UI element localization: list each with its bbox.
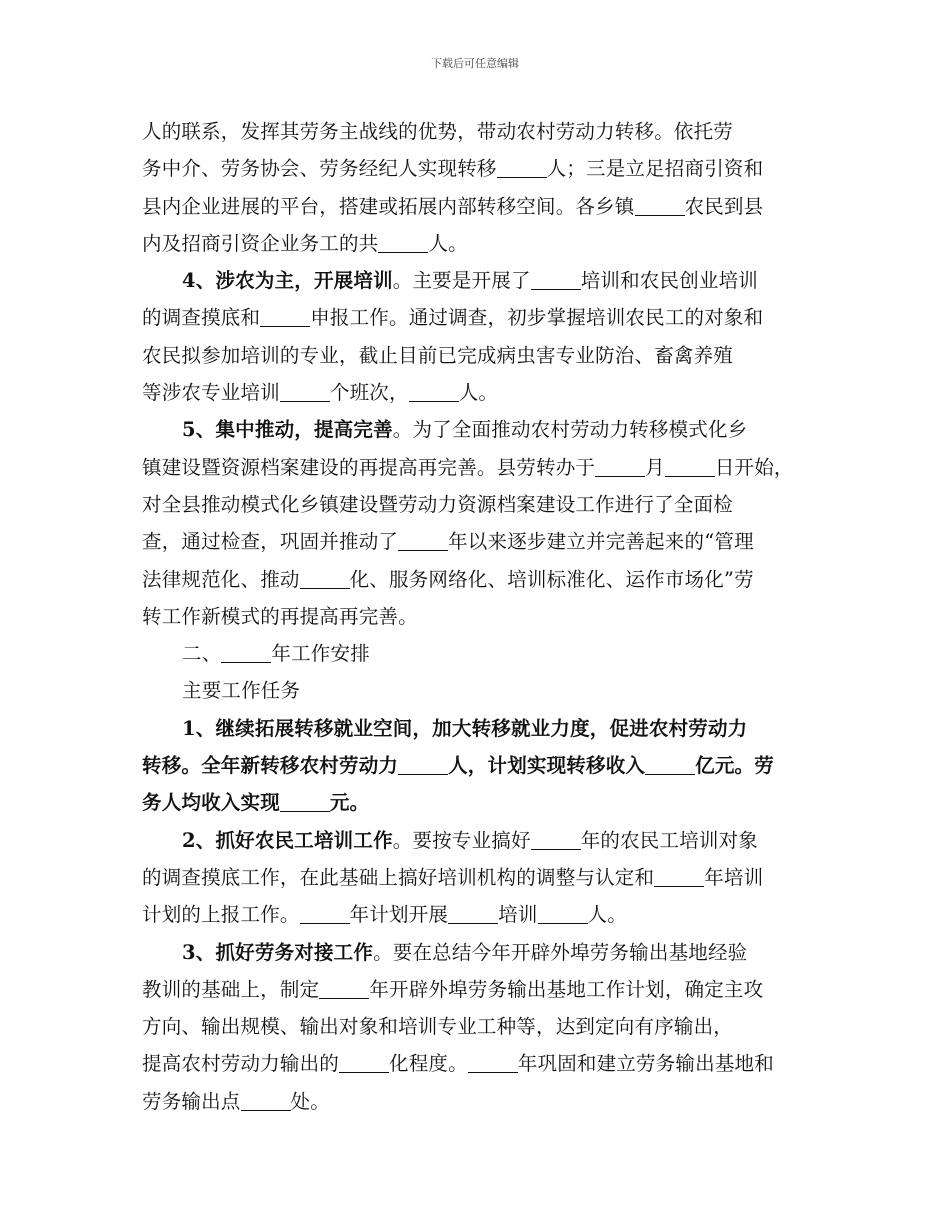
task-2-heading-line: 2、抓好农民工培训工作。要按专业搞好 年的农民工培训对象: [182, 828, 758, 852]
text-line: 务中介、劳务协会、劳务经纪人实现转移 人；三是立足招商引资和: [142, 157, 764, 181]
fill-blank: [497, 155, 547, 178]
fill-blank: [398, 752, 448, 775]
text-line: 教训的基础上，制定 年开辟外埠劳务输出基地工作计划，确定主攻: [142, 977, 764, 1001]
text-line: 农民拟参加培训的专业，截止目前已完成病虫害专业防治、畜禽养殖: [142, 343, 734, 367]
section-2-heading: 二、 年工作安排: [182, 642, 370, 666]
fill-blank: [538, 901, 588, 924]
tasks-heading: 主要工作任务: [182, 679, 301, 703]
text-line: 对全县推动模式化乡镇建设暨劳动力资源档案建设工作进行了全面检: [142, 492, 734, 516]
text-line: 计划的上报工作。 年计划开展 培训 人。: [142, 903, 627, 927]
text-line: 镇建设暨资源档案建设的再提高再完善。县劳转办于 月 日开始，: [142, 455, 794, 479]
task-1-line: 务人均收入实现 元。: [142, 791, 370, 815]
item-4-heading-line: 4、涉农为主，开展培训。主要是开展了 培训和农民创业培训: [182, 269, 758, 293]
fill-blank: [280, 379, 330, 402]
fill-blank: [409, 379, 459, 402]
fill-blank: [531, 267, 581, 290]
text-line: 方向、输出规模、输出对象和培训专业工种等，达到定向有序输出，: [142, 1015, 734, 1039]
fill-blank: [398, 528, 448, 551]
fill-blank: [635, 193, 685, 216]
task-1-line: 1、继续拓展转移就业空间，加大转移就业力度，促进农村劳动力: [182, 716, 748, 740]
fill-blank: [221, 640, 271, 663]
fill-blank: [468, 1050, 518, 1073]
fill-blank: [378, 230, 428, 253]
fill-blank: [260, 304, 310, 327]
fill-blank: [654, 864, 704, 887]
text-line: 等涉农专业培训 个班次， 人。: [142, 381, 499, 405]
fill-blank: [448, 901, 498, 924]
text-line: 的调查摸底工作，在此基础上搞好培训机构的调整与认定和 年培训: [142, 865, 764, 889]
fill-blank: [319, 976, 369, 999]
fill-blank: [300, 566, 350, 589]
fill-blank: [241, 1088, 291, 1111]
page-header: 下载后可任意编辑: [431, 57, 519, 70]
document-body: [142, 113, 812, 1120]
fill-blank: [595, 454, 645, 477]
item-5-heading-line: 5、集中推动，提高完善。为了全面推动农村劳动力转移模式化乡: [182, 418, 748, 442]
text-line: 查，通过检查，巩固并推动了 年以来逐步建立并完善起来的“管理: [142, 530, 754, 554]
task-1-line: 转移。全年新转移农村劳动力 人，计划实现转移收入 亿元。劳: [142, 754, 774, 778]
fill-blank: [300, 901, 350, 924]
fill-blank: [665, 454, 715, 477]
text-line: 转工作新模式的再提高再完善。: [142, 604, 418, 628]
fill-blank: [339, 1050, 389, 1073]
text-line: 劳务输出点 处。: [142, 1089, 330, 1113]
fill-blank: [280, 789, 330, 812]
fill-blank: [531, 827, 581, 850]
text-line: 法律规范化、推动 化、服务网络化、培训标准化、运作市场化”劳: [142, 567, 754, 591]
fill-blank: [645, 752, 695, 775]
task-3-heading-line: 3、抓好劳务对接工作。要在总结今年开辟外埠劳务输出基地经验: [182, 940, 748, 964]
text-line: 县内企业进展的平台，搭建或拓展内部转移空间。各乡镇 农民到县: [142, 194, 764, 218]
text-line: 内及招商引资企业务工的共 人。: [142, 231, 468, 255]
text-line: 提高农村劳动力输出的 化程度。 年巩固和建立劳务输出基地和: [142, 1052, 774, 1076]
text-line: 的调查摸底和 申报工作。通过调查，初步掌握培训农民工的对象和: [142, 306, 764, 330]
text-line: 人的联系，发挥其劳务主战线的优势，带动农村劳动力转移。依托劳: [142, 120, 734, 143]
